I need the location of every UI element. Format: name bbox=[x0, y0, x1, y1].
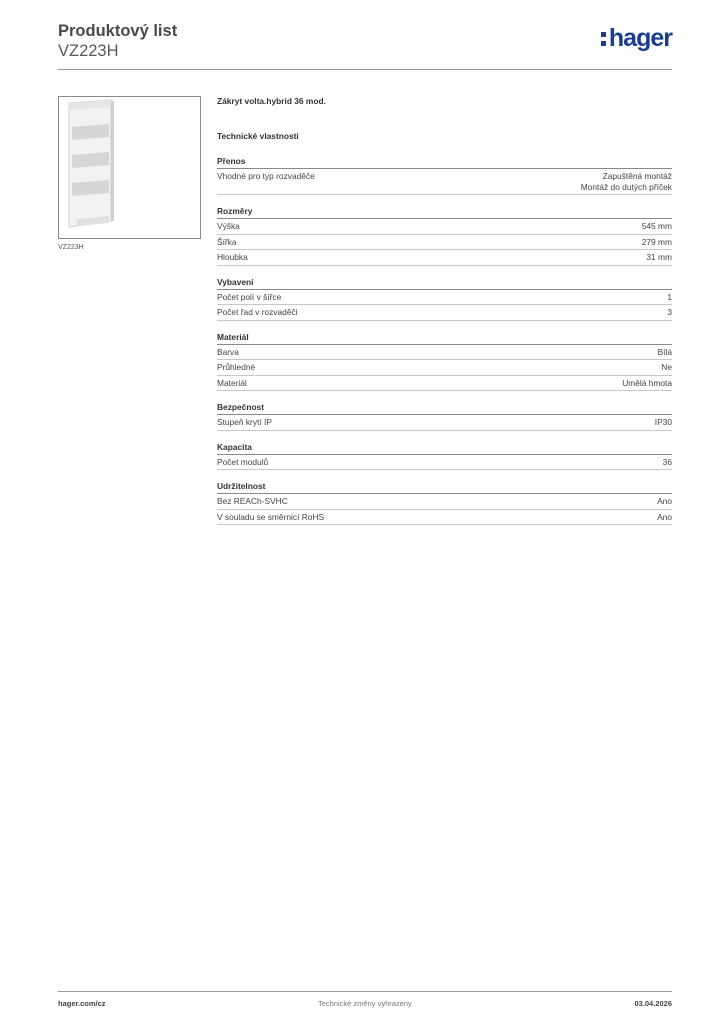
property-row bbox=[217, 415, 672, 431]
property-section bbox=[217, 332, 672, 392]
property-row bbox=[217, 290, 672, 306]
property-sections bbox=[217, 156, 672, 525]
property-label: Průhledné bbox=[217, 362, 256, 372]
property-value: Bílá bbox=[657, 346, 672, 357]
hager-logo bbox=[601, 24, 672, 53]
product-code: VZ223H bbox=[58, 42, 119, 60]
product-name: Zákryt volta.hybrid 36 mod. bbox=[217, 96, 326, 106]
property-label: Hloubka bbox=[217, 252, 248, 262]
property-value: 545 mm bbox=[641, 221, 672, 231]
property-value: 31 mm bbox=[646, 252, 672, 262]
property-section bbox=[217, 442, 672, 471]
section-title: Rozměry bbox=[217, 206, 672, 219]
property-value: Ne bbox=[661, 362, 672, 372]
property-value: 279 mm bbox=[641, 236, 672, 247]
image-caption: VZ223H bbox=[58, 244, 84, 251]
property-value: Umělá hmota bbox=[622, 377, 672, 388]
section-title: Udržitelnost bbox=[217, 481, 672, 494]
property-row bbox=[217, 376, 672, 392]
footer-website[interactable]: hager.com/cz bbox=[58, 999, 106, 1008]
product-image bbox=[58, 96, 201, 239]
property-value: Ano bbox=[657, 496, 672, 506]
property-section bbox=[217, 206, 672, 266]
property-value: 3 bbox=[667, 307, 672, 317]
property-section bbox=[217, 277, 672, 321]
property-value: 1 bbox=[667, 291, 672, 302]
property-row bbox=[217, 455, 672, 471]
tech-properties-title: Technické vlastnosti bbox=[217, 131, 299, 141]
technical-content bbox=[217, 96, 672, 525]
footer-date: 03.04.2026 bbox=[634, 999, 672, 1008]
page-title: Produktový list bbox=[58, 22, 178, 40]
property-label: Počet řad v rozvaděči bbox=[217, 307, 298, 317]
property-label: Počet polí v šířce bbox=[217, 291, 282, 302]
property-label: Barva bbox=[217, 346, 239, 357]
property-row bbox=[217, 219, 672, 235]
property-value: 36 bbox=[662, 456, 672, 467]
section-title: Kapacita bbox=[217, 442, 672, 455]
section-title: Vybavení bbox=[217, 277, 672, 290]
property-label: V souladu se směrnicí RoHS bbox=[217, 511, 325, 522]
section-title: Přenos bbox=[217, 156, 672, 169]
property-label: Počet modulů bbox=[217, 456, 269, 467]
section-title: Materiál bbox=[217, 332, 672, 345]
property-label: Šířka bbox=[217, 236, 237, 247]
property-row bbox=[217, 305, 672, 321]
property-label: Vhodné pro typ rozvaděče bbox=[217, 171, 315, 181]
property-label: Stupeň krytí IP bbox=[217, 417, 272, 427]
product-panel-illustration bbox=[59, 97, 200, 238]
property-row bbox=[217, 235, 672, 251]
property-label: Materiál bbox=[217, 377, 247, 388]
logo-text: hager bbox=[608, 24, 672, 52]
footer-note: Technické změny vyhrazeny bbox=[318, 999, 412, 1008]
property-row bbox=[217, 360, 672, 376]
page-header bbox=[58, 20, 672, 70]
page-footer bbox=[58, 991, 672, 1008]
property-label: Výška bbox=[217, 221, 240, 231]
property-value: IP30 bbox=[654, 417, 672, 427]
property-section bbox=[217, 481, 672, 525]
property-label: Bez REACh-SVHC bbox=[217, 496, 288, 506]
property-row bbox=[217, 250, 672, 266]
property-row bbox=[217, 510, 672, 526]
property-section bbox=[217, 402, 672, 431]
logo-mark-icon bbox=[601, 32, 606, 46]
section-title: Bezpečnost bbox=[217, 402, 672, 415]
property-section bbox=[217, 156, 672, 195]
property-row bbox=[217, 169, 672, 195]
property-row bbox=[217, 494, 672, 510]
property-row bbox=[217, 345, 672, 361]
property-value: Ano bbox=[657, 511, 672, 522]
property-value: Zapuštěná montáž Montáž do dutých příček bbox=[580, 171, 672, 192]
